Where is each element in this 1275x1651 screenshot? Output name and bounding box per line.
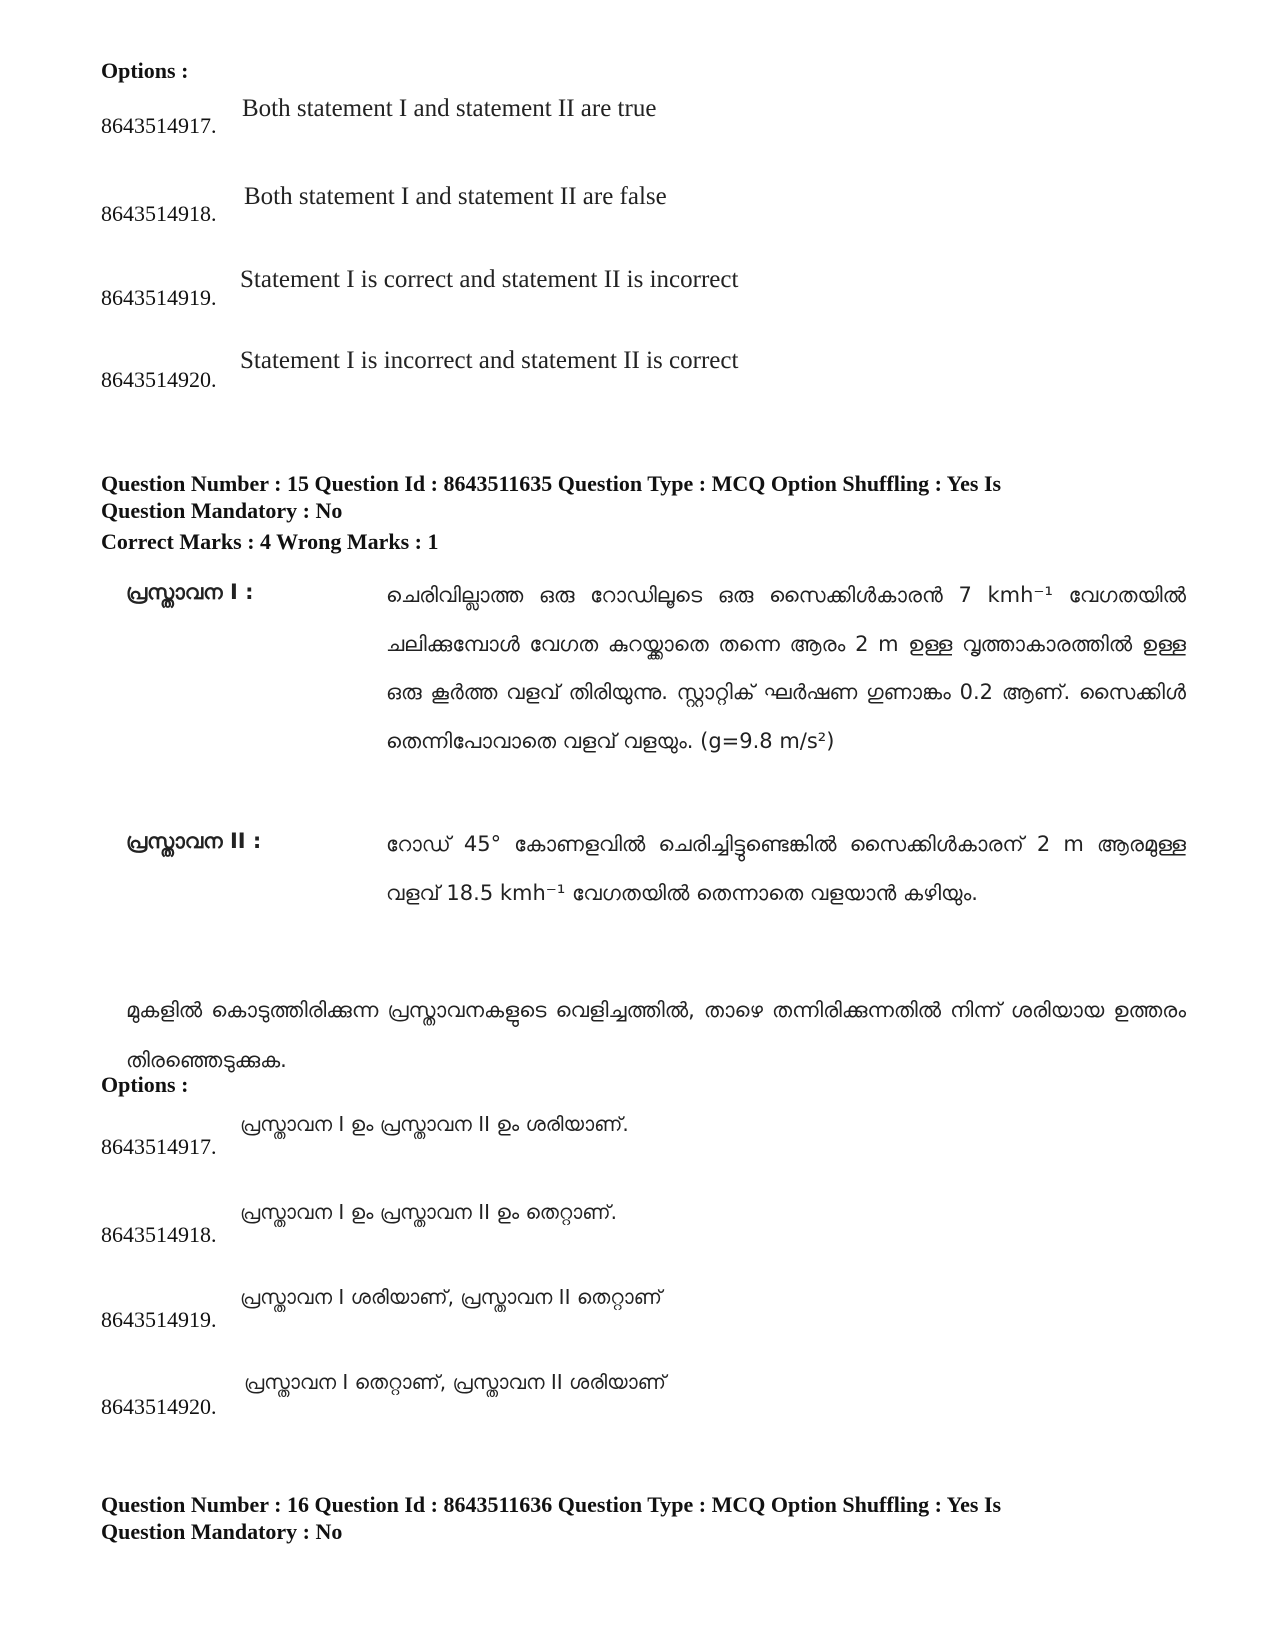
option-text: Both statement I and statement II are true bbox=[242, 95, 657, 122]
option-text: Both statement I and statement II are false bbox=[244, 183, 667, 210]
statement-1-label: പ്രസ്താവന I : bbox=[126, 580, 254, 604]
option-text: പ്രസ്താവന I ശരിയാണ്, പ്രസ്താവന II തെറ്റാണ് bbox=[240, 1285, 662, 1309]
statement-2-label: പ്രസ്താവന II : bbox=[126, 829, 262, 853]
option-id: 8643514918. bbox=[101, 201, 217, 226]
marks-line: Correct Marks : 4 Wrong Marks : 1 bbox=[101, 529, 439, 554]
question-instruction: മുകളിൽ കൊടുത്തിരിക്കുന്ന പ്രസ്താവനകളുടെ വെളിച്ചത്തിൽ, താഴെ തന്നിരിക്കുന്നതിൽ നിന്ന് ശരിയായ ഉത്തരം തിരഞ്ഞെടുക്കുക. bbox=[126, 998, 1186, 1072]
statement-2-text: റോഡ് 45° കോണളവിൽ ചെരിച്ചിട്ടുണ്ടെങ്കിൽ സൈക്കിൾകാരന് 2 m ആരമുള്ള വളവ് 18.5 kmh⁻¹ വേഗതയിൽ തെന്നാതെ വളയാൻ കഴിയും. bbox=[386, 832, 1186, 905]
question-header-line: Question Mandatory : No bbox=[101, 498, 343, 523]
option-text: പ്രസ്താവന I ഉം പ്രസ്താവന II ഉം ശരിയാണ്. bbox=[240, 1112, 629, 1136]
option-id: 8643514919. bbox=[101, 1307, 217, 1332]
option-id: 8643514919. bbox=[101, 285, 217, 310]
question-header bbox=[101, 1491, 1181, 1545]
option-text: പ്രസ്താവന I ഉം പ്രസ്താവന II ഉം തെറ്റാണ്. bbox=[240, 1200, 617, 1224]
question-header-line: Question Number : 16 Question Id : 8643511636 Question Type : MCQ Option Shuffling : Yes Is bbox=[101, 1492, 1002, 1517]
question-header bbox=[101, 470, 1181, 524]
question-header-line: Question Mandatory : No bbox=[101, 1519, 343, 1544]
options-heading: Options : bbox=[101, 58, 189, 83]
statement-1-text: ചെരിവില്ലാത്ത ഒരു റോഡിലൂടെ ഒരു സൈക്കിൾകാരൻ 7 kmh⁻¹ വേഗതയിൽ ചലിക്കുമ്പോൾ വേഗത കുറയ്ക്കാതെ തന്നെ ആരം 2 m ഉള്ള വൃത്താകാരത്തിൽ ഉള്ള ഒരു കൂർത്ത വളവ് തിരിയുന്നു. സ്റ്റാറ്റിക് ഘർഷണ ഗുണാങ്കം 0.2 ആണ്. സൈക്കിൾ തെന്നിപോവാതെ വളവ് വളയും. (g=9.8 m/s²) bbox=[386, 583, 1186, 753]
options-heading: Options : bbox=[101, 1072, 189, 1097]
option-id: 8643514920. bbox=[101, 1394, 217, 1419]
option-text: Statement I is correct and statement II is incorrect bbox=[240, 266, 739, 293]
option-id: 8643514920. bbox=[101, 367, 217, 392]
option-id: 8643514918. bbox=[101, 1222, 217, 1247]
option-text: പ്രസ്താവന I തെറ്റാണ്, പ്രസ്താവന II ശരിയാണ് bbox=[244, 1370, 666, 1394]
option-id: 8643514917. bbox=[101, 113, 217, 138]
option-id: 8643514917. bbox=[101, 1134, 217, 1159]
question-header-line: Question Number : 15 Question Id : 8643511635 Question Type : MCQ Option Shuffling : Yes Is bbox=[101, 471, 1002, 496]
option-text: Statement I is incorrect and statement II is correct bbox=[240, 347, 739, 374]
